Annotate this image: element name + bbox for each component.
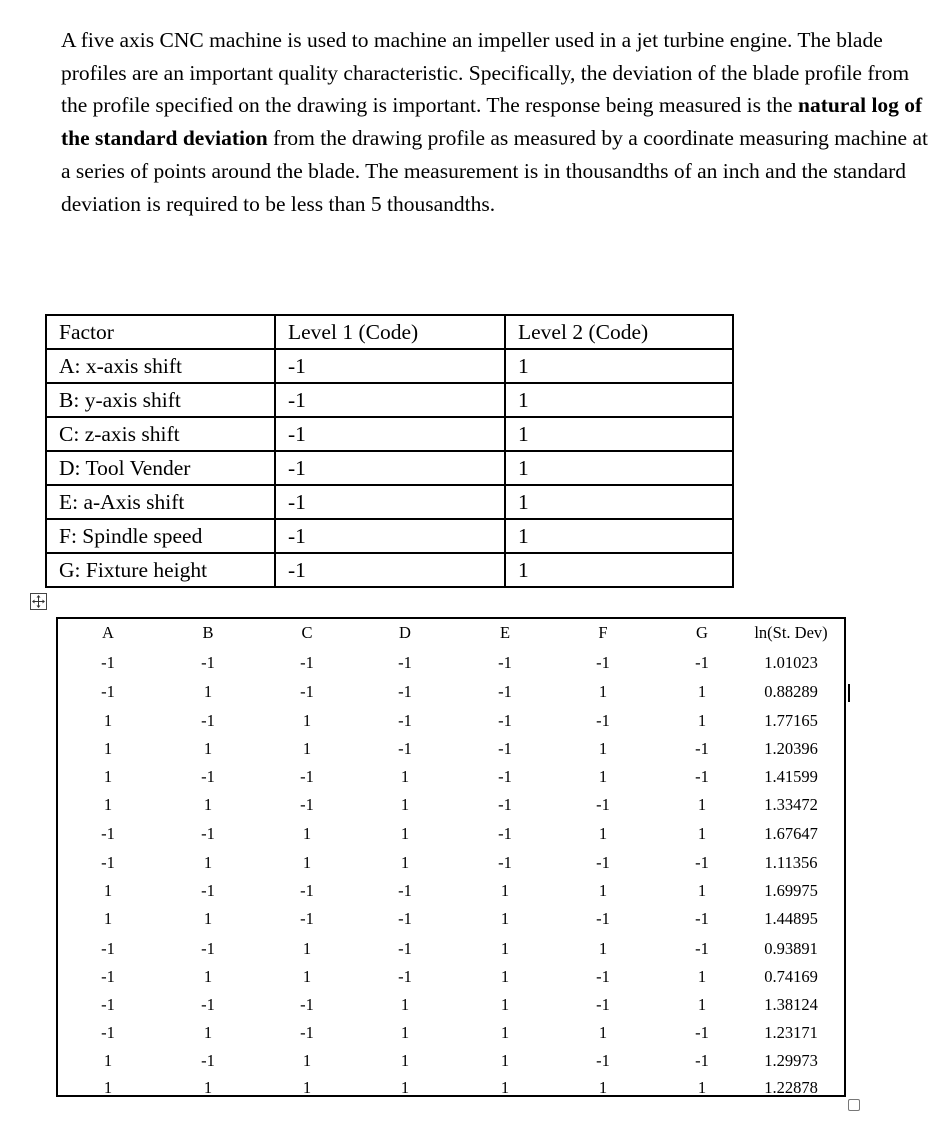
factor-code: -1 <box>596 653 610 672</box>
run-row <box>58 905 844 933</box>
run-row <box>58 935 844 963</box>
factor-code: -1 <box>201 767 215 786</box>
factor-code: 1 <box>302 1078 312 1097</box>
factor-code: 1 <box>500 909 510 928</box>
run-row <box>58 820 844 848</box>
factor-row <box>46 485 733 519</box>
factor-code: 1 <box>598 767 608 786</box>
move-cross-icon <box>31 594 46 609</box>
factor-code: -1 <box>300 909 314 928</box>
factor-code: 1 <box>203 795 213 814</box>
factor-code: 1 <box>598 881 608 900</box>
factor-level-2: 1 <box>505 451 733 485</box>
factor-code: 1 <box>598 739 608 758</box>
factor-name: B: y-axis shift <box>46 383 275 417</box>
description-text-2: from the drawing profile as measured by a coordinate measuring machine at a series of points around the blade. The measurement is in thousandths of an inch and the standard deviation is required to be less than 5 thousandths. <box>61 126 928 216</box>
factor-level-2: 1 <box>505 349 733 383</box>
response-value: 0.88289 <box>764 682 818 701</box>
factor-code: -1 <box>101 1023 115 1042</box>
run-row <box>58 791 844 819</box>
factor-code: -1 <box>201 939 215 958</box>
factor-code: -1 <box>596 711 610 730</box>
factor-code: -1 <box>398 909 412 928</box>
factor-name: F: Spindle speed <box>46 519 275 553</box>
factor-name: E: a-Axis shift <box>46 485 275 519</box>
response-value: 1.67647 <box>764 824 818 843</box>
factor-code: 1 <box>697 967 707 986</box>
factor-level-1: -1 <box>275 485 505 519</box>
factor-header-row <box>46 315 733 349</box>
factor-code: 1 <box>500 939 510 958</box>
header-col-c: C <box>301 623 313 642</box>
factor-code: 1 <box>400 1078 410 1097</box>
response-value: 1.69975 <box>764 881 818 900</box>
run-row <box>58 1019 844 1047</box>
response-value: 0.93891 <box>764 939 818 958</box>
factor-code: -1 <box>101 939 115 958</box>
factor-code: -1 <box>300 795 314 814</box>
factor-code: -1 <box>201 1051 215 1070</box>
factor-code: 1 <box>103 795 113 814</box>
factor-code: -1 <box>596 795 610 814</box>
header-col-e: E <box>499 623 511 642</box>
resize-square-icon[interactable] <box>848 1099 860 1111</box>
factor-code: 1 <box>598 682 608 701</box>
factor-code: 1 <box>103 739 113 758</box>
factor-code: -1 <box>101 824 115 843</box>
factor-code: 1 <box>500 1023 510 1042</box>
run-row <box>58 735 844 763</box>
text-cursor <box>848 684 850 702</box>
run-row <box>58 963 844 991</box>
factor-code: 1 <box>697 711 707 730</box>
factor-code: -1 <box>498 711 512 730</box>
response-value: 1.38124 <box>764 995 818 1014</box>
runs-header-row <box>58 619 844 647</box>
factor-code: -1 <box>300 1023 314 1042</box>
factor-code: -1 <box>498 653 512 672</box>
factor-code: -1 <box>398 967 412 986</box>
factor-row <box>46 519 733 553</box>
factor-code: -1 <box>101 682 115 701</box>
factor-code: 1 <box>302 739 312 758</box>
factor-code: 1 <box>203 853 213 872</box>
header-col-f: F <box>598 623 608 642</box>
factor-code: -1 <box>201 653 215 672</box>
factor-code: -1 <box>498 739 512 758</box>
factor-code: 1 <box>400 995 410 1014</box>
factor-row <box>46 349 733 383</box>
factor-row <box>46 553 733 587</box>
run-row <box>58 991 844 1019</box>
factor-code: -1 <box>596 967 610 986</box>
factor-name: D: Tool Vender <box>46 451 275 485</box>
factor-code: -1 <box>201 711 215 730</box>
factor-code: -1 <box>300 767 314 786</box>
factor-code: 1 <box>302 967 312 986</box>
factor-code: -1 <box>695 1051 709 1070</box>
factor-code: -1 <box>695 909 709 928</box>
factor-code: -1 <box>498 853 512 872</box>
factor-code: 1 <box>103 909 113 928</box>
factor-code: -1 <box>695 1023 709 1042</box>
header-col-d: D <box>399 623 411 642</box>
factor-code: -1 <box>596 853 610 872</box>
factor-code: 1 <box>500 995 510 1014</box>
response-value: 1.77165 <box>764 711 818 730</box>
problem-description <box>61 24 936 220</box>
design-runs-table <box>56 617 846 1097</box>
factor-row <box>46 451 733 485</box>
factor-code: 1 <box>500 1078 510 1097</box>
factor-code: 1 <box>697 682 707 701</box>
factor-code: 1 <box>400 795 410 814</box>
response-value: 1.23171 <box>764 1023 818 1042</box>
factor-code: -1 <box>300 682 314 701</box>
factor-level-1: -1 <box>275 417 505 451</box>
run-row <box>58 678 844 706</box>
factor-code: -1 <box>398 711 412 730</box>
factor-code: -1 <box>498 824 512 843</box>
factor-code: 1 <box>697 795 707 814</box>
factor-code: -1 <box>300 995 314 1014</box>
response-value: 1.44895 <box>764 909 818 928</box>
run-row <box>58 1074 844 1102</box>
factor-code: 1 <box>697 1078 707 1097</box>
factor-code: 1 <box>697 824 707 843</box>
factor-code: 1 <box>103 711 113 730</box>
run-row <box>58 649 844 677</box>
factor-levels-table <box>45 314 734 588</box>
factor-code: 1 <box>500 1051 510 1070</box>
factor-code: 1 <box>302 711 312 730</box>
factor-level-2: 1 <box>505 383 733 417</box>
factor-code: 1 <box>500 881 510 900</box>
description-bold-response: natural log of the standard deviation <box>61 93 923 151</box>
factor-level-1: -1 <box>275 519 505 553</box>
factor-code: -1 <box>101 995 115 1014</box>
run-row <box>58 763 844 791</box>
response-value: 1.11356 <box>764 853 818 872</box>
factor-code: 1 <box>203 1078 213 1097</box>
factor-code: 1 <box>598 939 608 958</box>
factor-code: -1 <box>695 767 709 786</box>
description-text-1: A five axis CNC machine is used to machine an impeller used in a jet turbine engine. The blade profiles are an important quality characteristic. Specifically, the deviation of the blade profile from the profile specified on the drawing is important. The response being measured is the <box>61 28 910 118</box>
factor-code: -1 <box>498 795 512 814</box>
run-row <box>58 849 844 877</box>
factor-code: -1 <box>596 1051 610 1070</box>
factor-level-1: -1 <box>275 451 505 485</box>
factor-code: -1 <box>101 853 115 872</box>
factor-code: -1 <box>201 824 215 843</box>
factor-code: 1 <box>500 967 510 986</box>
factor-code: -1 <box>695 853 709 872</box>
factor-code: 1 <box>598 1078 608 1097</box>
factor-code: 1 <box>400 853 410 872</box>
factor-code: -1 <box>201 995 215 1014</box>
factor-code: -1 <box>101 653 115 672</box>
factor-code: -1 <box>498 767 512 786</box>
factor-code: -1 <box>695 739 709 758</box>
response-value: 1.20396 <box>764 739 818 758</box>
factor-code: 1 <box>103 767 113 786</box>
factor-code: 1 <box>103 1078 113 1097</box>
response-value: 1.01023 <box>764 653 818 672</box>
response-value: 1.33472 <box>764 795 818 814</box>
factor-code: -1 <box>398 682 412 701</box>
factor-name: G: Fixture height <box>46 553 275 587</box>
run-row <box>58 707 844 735</box>
factor-code: 1 <box>400 1051 410 1070</box>
factor-code: -1 <box>498 682 512 701</box>
factor-code: 1 <box>400 767 410 786</box>
factor-code: 1 <box>400 824 410 843</box>
factor-level-2: 1 <box>505 519 733 553</box>
run-row <box>58 1047 844 1075</box>
header-col-ln-st-dev: ln(St. Dev) <box>754 623 828 642</box>
factor-level-2: 1 <box>505 417 733 451</box>
factor-code: 1 <box>598 1023 608 1042</box>
factor-code: -1 <box>596 995 610 1014</box>
factor-code: -1 <box>695 939 709 958</box>
factor-code: -1 <box>201 881 215 900</box>
factor-code: -1 <box>695 653 709 672</box>
factor-code: 1 <box>400 1023 410 1042</box>
response-value: 1.41599 <box>764 767 818 786</box>
response-value: 1.29973 <box>764 1051 818 1070</box>
factor-code: 1 <box>302 1051 312 1070</box>
factor-code: 1 <box>598 824 608 843</box>
factor-code: 1 <box>697 995 707 1014</box>
factor-name: C: z-axis shift <box>46 417 275 451</box>
factor-code: -1 <box>398 653 412 672</box>
factor-code: -1 <box>398 881 412 900</box>
factor-code: 1 <box>203 739 213 758</box>
factor-code: 1 <box>103 1051 113 1070</box>
factor-code: 1 <box>697 881 707 900</box>
factor-row <box>46 383 733 417</box>
factor-level-2: 1 <box>505 553 733 587</box>
header-col-a: A <box>102 623 114 642</box>
factor-code: 1 <box>203 967 213 986</box>
header-col-g: G <box>696 623 708 642</box>
header-col-b: B <box>202 623 214 642</box>
factor-level-1: -1 <box>275 349 505 383</box>
factor-code: -1 <box>300 653 314 672</box>
factor-code: 1 <box>103 881 113 900</box>
factor-level-1: -1 <box>275 553 505 587</box>
response-value: 0.74169 <box>764 967 818 986</box>
factor-level-1: -1 <box>275 383 505 417</box>
header-factor: Factor <box>46 315 275 349</box>
factor-code: -1 <box>300 881 314 900</box>
factor-code: -1 <box>596 909 610 928</box>
factor-code: 1 <box>203 909 213 928</box>
factor-row <box>46 417 733 451</box>
header-level-2: Level 2 (Code) <box>505 315 733 349</box>
factor-code: 1 <box>302 939 312 958</box>
factor-code: 1 <box>203 1023 213 1042</box>
factor-code: 1 <box>203 682 213 701</box>
header-level-1: Level 1 (Code) <box>275 315 505 349</box>
factor-code: 1 <box>302 824 312 843</box>
factor-level-2: 1 <box>505 485 733 519</box>
factor-code: 1 <box>302 853 312 872</box>
factor-name: A: x-axis shift <box>46 349 275 383</box>
factor-code: -1 <box>101 967 115 986</box>
factor-code: -1 <box>398 739 412 758</box>
table-move-handle[interactable] <box>30 593 47 610</box>
response-value: 1.22878 <box>764 1078 818 1097</box>
run-row <box>58 877 844 905</box>
factor-code: -1 <box>398 939 412 958</box>
